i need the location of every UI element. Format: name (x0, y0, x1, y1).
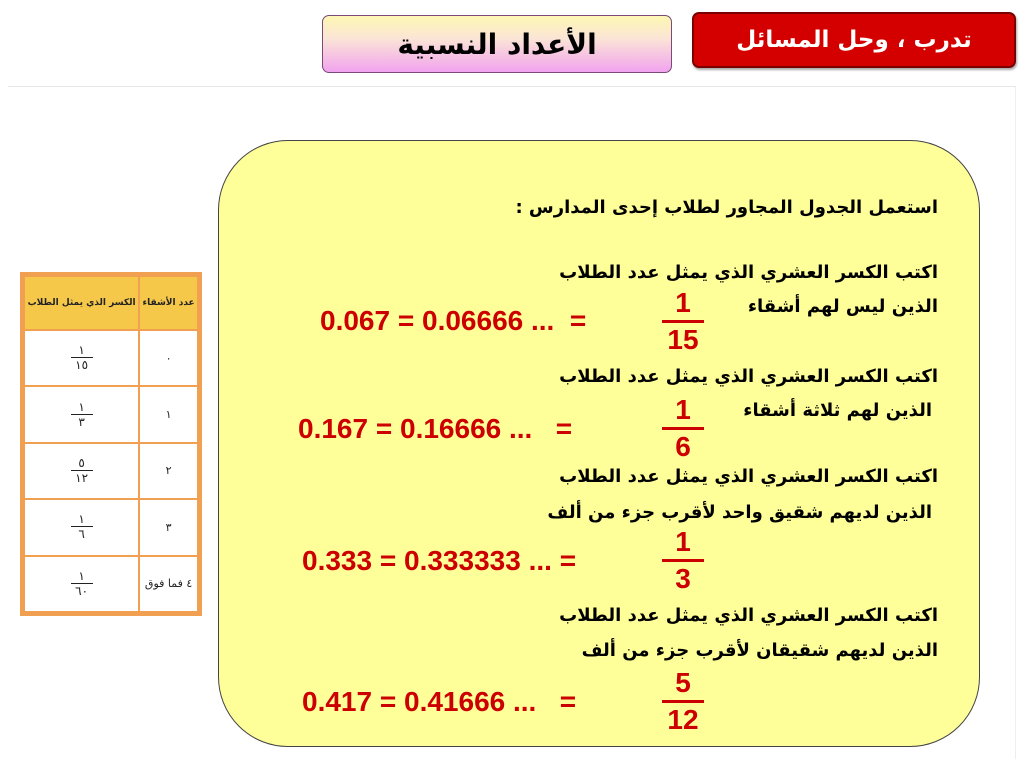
table-cell-fraction (24, 556, 139, 612)
mini-fraction (71, 513, 93, 540)
problem-3-mid-sign: = (379, 545, 397, 576)
problem-1-line-2: الذين ليس لهم أشقاء (747, 296, 938, 317)
table-row (24, 330, 198, 386)
slide-divider (8, 86, 1016, 87)
mini-numerator: ١ (78, 343, 85, 358)
intro-text: استعمل الجدول المجاور لطلاب إحدى المدارس : (515, 197, 938, 218)
mini-denominator: ١٥ (75, 358, 89, 373)
table-cell-siblings: ١ (139, 386, 198, 442)
problem-3-denominator: 3 (675, 563, 691, 594)
problem-4-equation (302, 686, 576, 718)
problem-2-denominator: 6 (675, 431, 691, 462)
problem-2-numerator: 1 (675, 394, 691, 425)
table-cell-siblings: ٠ (139, 330, 198, 386)
problem-1-rounded: 0.067 (320, 305, 391, 336)
mini-denominator: ١٢ (75, 470, 89, 485)
problem-1-numerator: 1 (675, 287, 691, 318)
practice-label: تدرب ، وحل المسائل (736, 27, 972, 53)
problem-3-line-1: اكتب الكسر العشري الذي يمثل عدد الطلاب (559, 466, 938, 487)
mini-denominator: ٣ (78, 414, 85, 429)
problem-4-denominator: 12 (667, 704, 699, 735)
mini-numerator: ١ (78, 399, 85, 414)
table-cell-fraction (24, 499, 139, 555)
mini-numerator: ١ (78, 568, 85, 583)
mini-numerator: ١ (78, 512, 85, 527)
problem-1-line-1: اكتب الكسر العشري الذي يمثل عدد الطلاب (559, 262, 938, 283)
problem-4-eq-sign: = (559, 686, 577, 717)
mini-denominator: ٦ (78, 527, 85, 542)
table-header-row (24, 276, 198, 330)
mini-fraction (71, 401, 93, 428)
table-row (24, 386, 198, 442)
problem-1-equation (320, 305, 586, 337)
table-row (24, 556, 198, 612)
table-cell-siblings: ٢ (139, 443, 198, 499)
table-cell-fraction (24, 443, 139, 499)
problem-1-fraction (662, 288, 704, 355)
problem-3-expansion: 0.333333 ... (404, 545, 552, 576)
problem-1-mid-sign: = (397, 305, 415, 336)
table-header-siblings: عدد الأشقاء (139, 276, 198, 330)
table-cell-siblings: ٤ فما فوق (139, 556, 198, 612)
problem-1-expansion: 0.06666 ... (422, 305, 555, 336)
problem-3-line-2: الذين لديهم شقيق واحد لأقرب جزء من ألف (547, 502, 932, 523)
problem-4-mid-sign: = (379, 686, 397, 717)
problem-4-line-1: اكتب الكسر العشري الذي يمثل عدد الطلاب (559, 605, 938, 626)
siblings-table (20, 272, 202, 616)
problem-4-line-2: الذين لديهم شقيقان لأقرب جزء من ألف (581, 640, 938, 661)
table-cell-fraction (24, 330, 139, 386)
problem-3-rounded: 0.333 (302, 545, 373, 576)
problem-2-line-2: الذين لهم ثلاثة أشقاء (743, 400, 932, 421)
table-cell-siblings: ٣ (139, 499, 198, 555)
mini-denominator: ٦٠ (75, 583, 89, 598)
problem-3-equation (302, 545, 576, 577)
problem-1-denominator: 15 (667, 324, 699, 355)
page-title-badge (322, 15, 672, 73)
mini-fraction (71, 570, 93, 597)
problem-2-line-1: اكتب الكسر العشري الذي يمثل عدد الطلاب (559, 366, 938, 387)
problem-3-eq-sign: = (559, 545, 577, 576)
practice-badge (692, 12, 1016, 68)
problem-4-fraction (662, 668, 704, 735)
problem-2-expansion: 0.16666 ... (400, 413, 533, 444)
problem-4-rounded: 0.417 (302, 686, 373, 717)
mini-fraction (71, 457, 93, 484)
problem-2-equation (298, 413, 572, 445)
siblings-table-grid (23, 275, 199, 613)
page-title: الأعداد النسبية (397, 27, 597, 61)
problem-2-rounded: 0.167 (298, 413, 369, 444)
problem-4-expansion: 0.41666 ... (404, 686, 537, 717)
problem-1-eq-sign: = (569, 305, 587, 336)
mini-numerator: ٥ (78, 455, 85, 470)
mini-fraction (71, 344, 93, 371)
problem-2-fraction (662, 395, 704, 462)
table-cell-fraction (24, 386, 139, 442)
problem-2-eq-sign: = (555, 413, 573, 444)
table-header-fraction: الكسر الذي يمثل الطلاب (24, 276, 139, 330)
problem-3-numerator: 1 (675, 526, 691, 557)
problem-3-fraction (662, 527, 704, 594)
table-row (24, 443, 198, 499)
table-row (24, 499, 198, 555)
problem-4-numerator: 5 (675, 667, 691, 698)
slide-border (1015, 86, 1016, 759)
problem-2-mid-sign: = (375, 413, 393, 444)
